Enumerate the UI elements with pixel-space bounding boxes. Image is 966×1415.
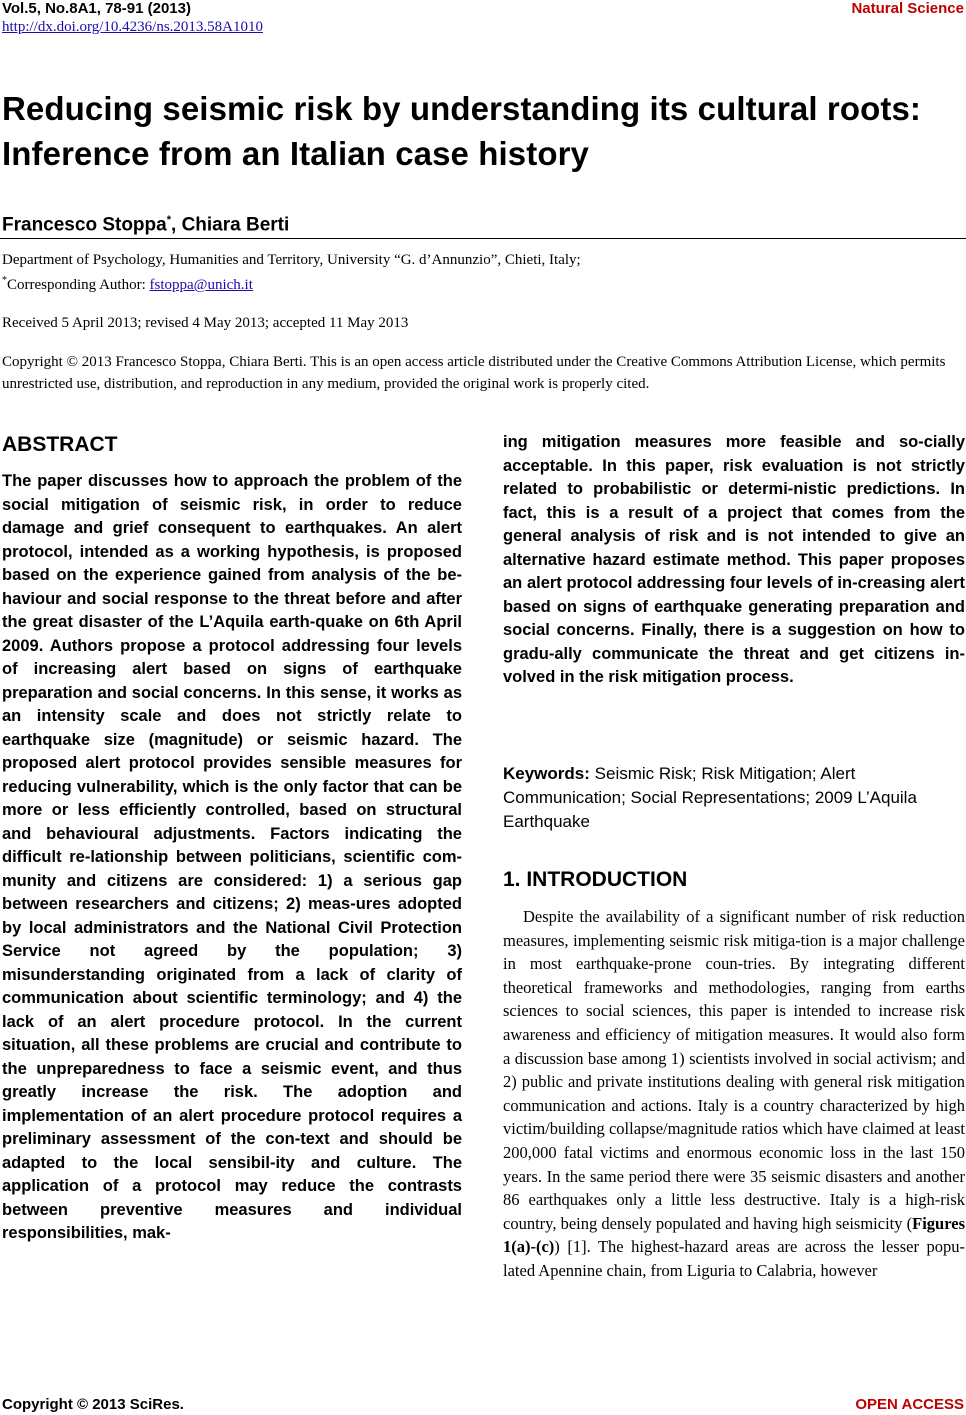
doi-link[interactable]: http://dx.doi.org/10.4236/ns.2013.58A1010 [2, 19, 263, 35]
corresponding-mark: * [2, 275, 7, 286]
corresponding-mark: * [166, 214, 171, 226]
introduction-paragraph [503, 905, 965, 1283]
keywords-list: Seismic Risk; Risk Mitigation; Alert Communication; Social Representations; 2009 L’Aquila Earthquake [503, 764, 917, 831]
corresponding-label: Corresponding Author: [7, 277, 150, 293]
author-name: Chiara Berti [181, 214, 290, 236]
author-list [2, 208, 289, 237]
figure-reference[interactable]: Figures 1(a)-(c) [503, 1213, 965, 1257]
author-name: Francesco Stoppa [2, 214, 167, 236]
abstract-text-continued: ing mitigation measures more feasible and so-cially acceptable. In this paper, risk evaluation is not strictly related to probabilistic or determi-nistic predictions. In fact, this is a result of a project that comes from the general analysis of risk and is not intended to give an alternative hazard estimate method. This paper proposes an alert protocol addressing four levels of in-creasing alert based on signs of earthquake generating preparation and social concerns. Finally, there is a suggestion on how to gradu-ally communicate the threat and get citizens in-volved in the risk mitigation process. [503, 433, 965, 686]
intro-text: Despite the availability of a significant number of risk reduction measures, implementing seismic risk mitiga-tion is a major challenge in most earthquake-prone coun-tries. By integrating different theoretical frameworks and methodologies, ranging from earths sciences to social sciences, this paper is intended to increase risk awareness and efficiency of mitigation measures. It would also form a discussion base among 1) scientists involved in social activism; and 2) public and private institutions dealing with general risk mitigation communication and actions. Italy is a country characterized by high victim/building collapse/magnitude ratios which have claimed at least 200,000 fatal victims and enormous economic loss in the last 150 years. In the same period there were 35 seismic disasters and another 86 earthquakes only a little less destructive. Italy is a high-risk country, being densely populated and having high seismicity ( [503, 907, 965, 1233]
received-dates: Received 5 April 2013; revised 4 May 2013; accepted 11 May 2013 [2, 315, 409, 331]
header-divider [0, 238, 966, 239]
open-access-label: OPEN ACCESS [855, 1396, 964, 1413]
affiliation: Department of Psychology, Humanities and Territory, University “G. d’Annunzio”, Chieti, Italy; [2, 252, 581, 268]
section-heading: 1. INTRODUCTION [503, 868, 688, 891]
keywords [503, 762, 943, 834]
journal-volume-info: Vol.5, No.8A1, 78-91 (2013) [2, 0, 191, 17]
abstract-heading: ABSTRACT [2, 433, 118, 456]
abstract-text: The paper discusses how to approach the problem of the social mitigation of seismic risk, in order to reduce damage and grief consequent to earthquakes. An alert protocol, intended as a working hypothesis, is proposed based on the experience gained from analysis of the be-haviour and social response to the threat before and after the great disaster of the L’Aquila earth-quake on 6th April 2009. Authors propose a protocol addressing four levels of increasing alert based on signs of earthquake preparation and social concerns. In this sense, it works as an intensity scale and does not strictly relate to earthquake size (magnitude) or seismic hazard. The proposed alert protocol provides sensible measures for reducing vulnerability, which is the only factor that can be more or less efficiently controlled, based on structural and behavioural adjustments. Factors indicating the difficult re-lationship between politicians, scientific com-munity and citizens are considered: 1) a serious gap between researchers and citizens; 2) meas-ures adopted by local administrators and the National Civil Protection Service not agreed by the population; 3) misunderstanding originated from a lack of clarity of communication about scientific terminology; and 4) the lack of an alert procedure protocol. In the current situation, all these problems are crucial and contribute to the unpreparedness to face a seismic event, and thus greatly increase the risk. The adoption and implementation of an alert procedure protocol requires a preliminary assessment of the con-text and should be adapted to the local sensibil-ity and culture. The application of a protocol may reduce the contrasts between preventive measures and individual responsibilities, mak- [2, 472, 462, 1242]
email-link[interactable]: fstoppa@unich.it [149, 277, 253, 293]
article-title: Reducing seismic risk by understanding its cultural roots: Inference from an Italian case history [2, 90, 921, 172]
author-separator: , [171, 214, 182, 236]
copyright-notice: Copyright © 2013 Francesco Stoppa, Chiara Berti. This is an open access article distributed under the Creative Commons Attribution License, which permits unrestricted use, distribution, and reproduction in any medium, provided the original work is properly cited. [2, 354, 946, 392]
footer-copyright: Copyright © 2013 SciRes. [2, 1396, 184, 1413]
corresponding-author [2, 270, 253, 296]
journal-name: Natural Science [851, 0, 964, 17]
intro-text-continued: ) [1]. The highest-hazard areas are across the lesser popu-lated Apennine chain, from Liguria to Calabria, however [503, 1237, 965, 1280]
keywords-label: Keywords: [503, 764, 590, 783]
